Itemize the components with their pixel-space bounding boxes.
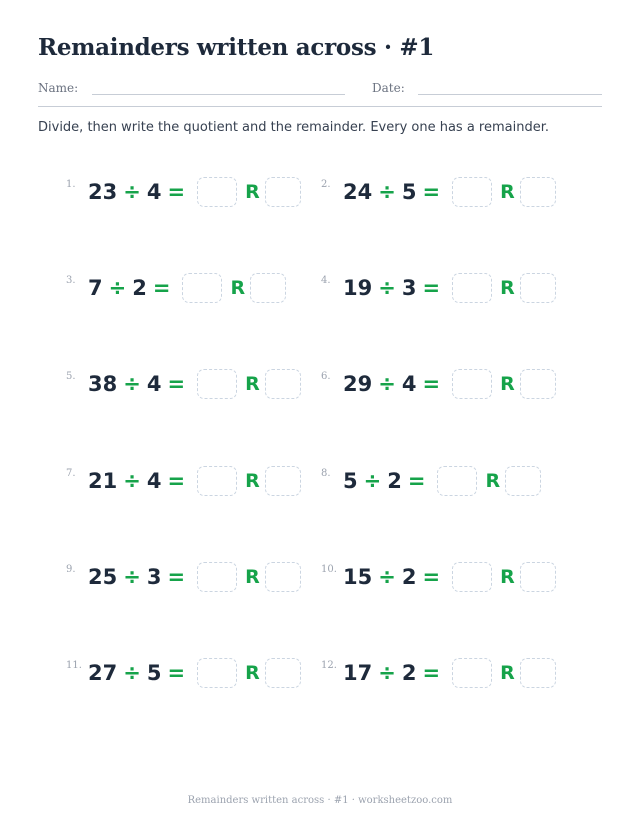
problem-dividend: 5 xyxy=(343,469,358,493)
equals-sign: = xyxy=(167,661,186,685)
problem-item xyxy=(321,175,556,209)
equals-sign: = xyxy=(422,276,441,300)
remainder-answer-box[interactable] xyxy=(265,177,301,207)
name-line[interactable] xyxy=(92,94,345,95)
remainder-label: R xyxy=(245,181,260,203)
remainder-answer-box[interactable] xyxy=(520,562,556,592)
remainder-label: R xyxy=(245,662,260,684)
problem-number: 10. xyxy=(321,564,337,575)
quotient-answer-box[interactable] xyxy=(197,466,237,496)
remainder-answer-box[interactable] xyxy=(265,369,301,399)
problem-dividend: 7 xyxy=(88,276,103,300)
remainder-label: R xyxy=(500,373,515,395)
remainder-answer-box[interactable] xyxy=(265,562,301,592)
problem-dividend: 38 xyxy=(88,372,118,396)
remainder-answer-box[interactable] xyxy=(520,273,556,303)
equals-sign: = xyxy=(422,372,441,396)
problem-divisor: 2 xyxy=(401,565,417,589)
equals-sign: = xyxy=(422,565,441,589)
remainder-label: R xyxy=(230,277,246,299)
instructions: Divide, then write the quotient and the remainder. Every one has a remainder. xyxy=(38,120,549,135)
remainder-label: R xyxy=(245,470,260,492)
page-title: Remainders written across · #1 xyxy=(38,34,435,61)
problem-divisor: 3 xyxy=(146,565,162,589)
quotient-answer-box[interactable] xyxy=(197,369,237,399)
equals-sign: = xyxy=(152,276,171,300)
quotient-answer-box[interactable] xyxy=(452,658,492,688)
division-operator: ÷ xyxy=(123,372,141,396)
problem-item xyxy=(321,271,556,305)
division-operator: ÷ xyxy=(108,276,127,300)
problem-number: 3. xyxy=(66,275,76,286)
date-label: Date: xyxy=(372,81,405,95)
problem-dividend: 29 xyxy=(343,372,373,396)
division-operator: ÷ xyxy=(123,565,141,589)
remainder-answer-box[interactable] xyxy=(250,273,286,303)
problem-divisor: 2 xyxy=(387,469,402,493)
problem-divisor: 2 xyxy=(132,276,147,300)
remainder-label: R xyxy=(500,662,515,684)
problem-item xyxy=(66,560,301,594)
remainder-answer-box[interactable] xyxy=(520,177,556,207)
problem-dividend: 19 xyxy=(343,276,373,300)
division-operator: ÷ xyxy=(378,372,396,396)
equals-sign: = xyxy=(167,469,186,493)
quotient-answer-box[interactable] xyxy=(452,177,492,207)
problem-divisor: 4 xyxy=(146,372,162,396)
division-operator: ÷ xyxy=(123,469,141,493)
remainder-answer-box[interactable] xyxy=(265,658,301,688)
division-operator: ÷ xyxy=(123,180,141,204)
problem-divisor: 4 xyxy=(146,469,162,493)
problem-item xyxy=(66,367,301,401)
problem-number: 1. xyxy=(66,179,76,190)
equals-sign: = xyxy=(167,372,186,396)
problem-item xyxy=(66,271,286,305)
problem-item xyxy=(66,656,301,690)
problem-dividend: 25 xyxy=(88,565,118,589)
equals-sign: = xyxy=(422,180,441,204)
problem-dividend: 24 xyxy=(343,180,373,204)
problem-item xyxy=(321,560,556,594)
quotient-answer-box[interactable] xyxy=(452,273,492,303)
division-operator: ÷ xyxy=(363,469,382,493)
equals-sign: = xyxy=(407,469,426,493)
remainder-label: R xyxy=(245,566,260,588)
equals-sign: = xyxy=(167,180,186,204)
problem-number: 5. xyxy=(66,371,76,382)
equals-sign: = xyxy=(422,661,441,685)
problem-number: 9. xyxy=(66,564,76,575)
problem-number: 2. xyxy=(321,179,331,190)
equals-sign: = xyxy=(167,565,186,589)
remainder-answer-box[interactable] xyxy=(265,466,301,496)
problem-divisor: 5 xyxy=(401,180,417,204)
division-operator: ÷ xyxy=(378,276,396,300)
problem-number: 6. xyxy=(321,371,331,382)
division-operator: ÷ xyxy=(378,661,396,685)
quotient-answer-box[interactable] xyxy=(437,466,477,496)
remainder-label: R xyxy=(500,566,515,588)
division-operator: ÷ xyxy=(378,180,396,204)
quotient-answer-box[interactable] xyxy=(197,562,237,592)
remainder-label: R xyxy=(245,373,260,395)
problem-divisor: 4 xyxy=(401,372,417,396)
problem-dividend: 15 xyxy=(343,565,373,589)
remainder-answer-box[interactable] xyxy=(520,369,556,399)
problem-number: 4. xyxy=(321,275,331,286)
date-line[interactable] xyxy=(418,94,602,95)
problem-divisor: 3 xyxy=(401,276,417,300)
remainder-answer-box[interactable] xyxy=(520,658,556,688)
problem-item xyxy=(321,367,556,401)
remainder-label: R xyxy=(500,181,515,203)
quotient-answer-box[interactable] xyxy=(197,658,237,688)
quotient-answer-box[interactable] xyxy=(197,177,237,207)
problem-dividend: 21 xyxy=(88,469,118,493)
problem-item xyxy=(66,175,301,209)
footer: Remainders written across · #1 · worksheetzoo.com xyxy=(187,795,453,806)
division-operator: ÷ xyxy=(123,661,141,685)
quotient-answer-box[interactable] xyxy=(452,562,492,592)
problem-divisor: 5 xyxy=(146,661,162,685)
problem-item xyxy=(321,656,556,690)
name-label: Name: xyxy=(38,81,79,95)
problem-number: 8. xyxy=(321,468,331,479)
division-operator: ÷ xyxy=(378,565,396,589)
problem-item xyxy=(321,464,541,498)
problem-divisor: 2 xyxy=(401,661,417,685)
problem-divisor: 4 xyxy=(146,180,162,204)
problem-dividend: 27 xyxy=(88,661,118,685)
header-divider xyxy=(38,106,602,107)
remainder-label: R xyxy=(500,277,515,299)
problem-dividend: 17 xyxy=(343,661,373,685)
problem-number: 12. xyxy=(321,660,337,671)
problem-number: 11. xyxy=(66,660,82,671)
problem-item xyxy=(66,464,301,498)
problem-number: 7. xyxy=(66,468,76,479)
quotient-answer-box[interactable] xyxy=(452,369,492,399)
problem-dividend: 23 xyxy=(88,180,118,204)
quotient-answer-box[interactable] xyxy=(182,273,222,303)
remainder-answer-box[interactable] xyxy=(505,466,541,496)
remainder-label: R xyxy=(485,470,501,492)
